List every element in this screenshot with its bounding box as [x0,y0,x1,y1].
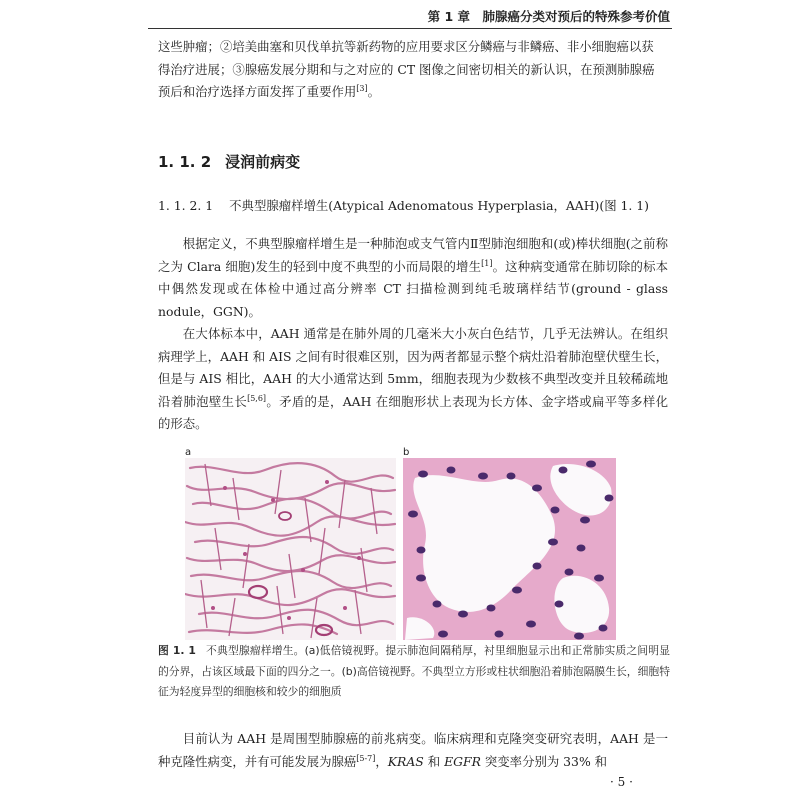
paragraph1-text-b: 。这种病变通常在肺切除的标本中偶然发现或在体检中通过高分辨率 CT 扫描检测到纯毛玻璃样结节(ground - glass nodule，GGN)。 [158,258,668,319]
section-number: 1. 1. 2 [158,153,212,171]
section-heading [158,151,300,172]
micrograph-high-power [403,458,616,640]
header-rule [148,28,672,29]
paragraph3-text-b: ， [375,753,388,769]
paragraph1-text-a: 根据定义，不典型腺瘤样增生是一种肺泡或支气管内Ⅱ型肺泡细胞和(或)棒状细胞(之前称之为 Clara 细胞)发生的轻到中度不典型的小而局限的增生 [158,236,668,274]
panel-a-label: a [185,447,192,458]
gene-kras: KRAS [387,753,424,769]
paragraph-definition [158,233,668,323]
citation-ref: [3] [356,84,368,93]
paragraph3-text-d: 突变率分别为 33% 和 [480,753,608,769]
figure-label: 图 1. 1 [158,644,196,657]
intro-line-3: 预后和治疗选择方面发挥了重要作用 [158,84,357,99]
subsection-number: 1. 1. 2. 1 [158,198,214,213]
intro-line-1: 这些肿瘤；②培美曲塞和贝伐单抗等新药物的应用要求区分鳞癌与非鳞癌、非小细胞癌以获 [158,39,654,54]
paragraph-gross-pathology [158,323,668,436]
paragraph2-text-b: 。矛盾的是，AAH 在细胞形状上表现为长方体、金字塔或扁平等多样化的形态。 [158,393,669,431]
citation-ref: [5-7] [356,753,376,763]
paragraph3-text-a: 目前认为 AAH 是周围型肺腺癌的前兆病变。临床病理和克隆突变研究表明，AAH 是一种克隆性病变，并有可能发展为腺癌 [158,731,668,769]
paragraph2-text-a: 在大体标本中，AAH 通常是在肺外周的几毫米大小灰白色结节，几乎无法辨认。在组织病理学上，AAH 和 AIS 之间有时很难区别，因为两者都显示整个病灶沿着肺泡壁伏壁生长，但是与 AIS 相比，AAH 的大小通常达到 5mm，细胞表现为少数核不典型改变并且较稀疏地沿着肺泡壁生长 [158,326,668,409]
figure-caption [158,641,670,703]
page-number: · 5 · [610,775,633,789]
intro-line-2: 得治疗进展；③腺癌发展分期和与之对应的 CT 图像之间密切相关的新认识，在预测肺腺癌 [158,61,655,77]
subsection-heading [158,196,649,214]
subsection-title: 不典型腺瘤样增生(Atypical Adenomatous Hyperplasia，AAH)(图 1. 1) [229,198,650,213]
panel-b-label: b [403,447,410,458]
citation-ref: [5,6] [247,393,267,403]
intro-line-3-end: 。 [367,84,380,99]
section-title: 浸润前病变 [225,153,301,171]
figure-caption-text: 不典型腺瘤样增生。(a)低倍镜视野。提示肺泡间隔稍厚，衬里细胞显示出和正常肺实质之间明显的分界，占该区域最下面的四分之一。(b)高倍镜视野。不典型立方形或柱状细胞沿着肺泡隔膜生长，细胞特征为轻度异型的细胞核和较少的细胞质 [158,644,670,698]
running-header: 第 1 章 肺腺癌分类对预后的特殊参考价值 [427,9,670,24]
intro-paragraph [158,36,668,104]
paragraph-precursor [158,728,668,773]
gene-egfr: EGFR [444,753,481,769]
micrograph-low-power [185,458,396,640]
citation-ref: [1] [481,258,493,268]
paragraph3-text-c: 和 [423,753,445,769]
